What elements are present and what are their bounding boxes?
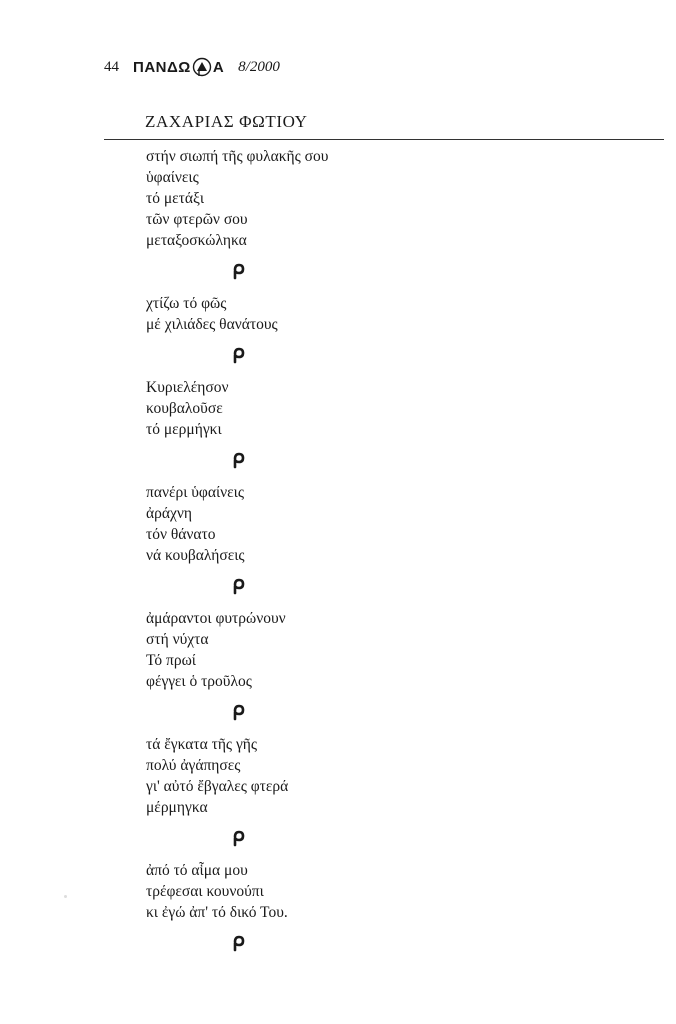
poem-line: πολύ ἀγάπησες [146,757,241,774]
header-divider [104,139,664,140]
poem-line: στή νύχτα [146,631,209,648]
stanza-ornament-icon [228,923,248,965]
poem-line: φέγγει ὁ τροῦλος [146,673,252,690]
stanza-4 [146,482,546,566]
poem-line: τῶν φτερῶν σου [146,211,248,228]
poem-line: μέρμηγκα [146,799,208,816]
scan-speck [64,895,67,898]
poem-line: ἀράχνη [146,505,192,522]
stanza-3 [146,377,546,440]
stanza-ornament-icon [228,251,248,293]
magazine-title [133,57,224,77]
poem-body [146,146,546,965]
magazine-logo-icon [192,57,212,77]
running-header [104,56,280,78]
poem-line: τό μερμήγκι [146,421,222,438]
stanza-7 [146,860,546,923]
page-number: 44 [104,58,119,75]
magazine-title-right: Α [212,58,225,76]
poem-line: κι ἐγώ ἀπ' τό δικό Του. [146,904,288,921]
stanza-1 [146,146,546,251]
stanza-6 [146,734,546,818]
poem-line: Κυριελέησον [146,379,229,396]
issue-date: 8/2000 [238,58,280,75]
author-name: ΖΑΧΑΡΙΑΣ ΦΩΤΙΟΥ [145,112,308,131]
stanza-ornament-icon [228,335,248,377]
magazine-title-left: ΠΑΝΔΩ [133,58,191,76]
poem-line: μέ χιλιάδες θανάτους [146,316,278,333]
stanza-ornament-icon [228,692,248,734]
stanza-5 [146,608,546,692]
poem-line: ὑφαίνεις [146,169,199,186]
stanza-2 [146,293,546,335]
stanza-ornament-icon [228,566,248,608]
poem-line: στήν σιωπή τῆς φυλακῆς σου [146,148,329,165]
poem-line: ἀμάραντοι φυτρώνουν [146,610,286,627]
stanza-ornament-icon [228,440,248,482]
poem-line: πανέρι ὑφαίνεις [146,484,244,501]
poem-line: Τό πρωί [146,652,196,669]
poem-line: κουβαλοῦσε [146,400,223,417]
poem-line: χτίζω τό φῶς [146,295,227,312]
poem-line: τόν θάνατο [146,526,216,543]
poem-line: νά κουβαλήσεις [146,547,245,564]
poem-line: τό μετάξι [146,190,205,207]
poem-line: ἀπό τό αἷμα μου [146,862,248,879]
poem-line: τά ἔγκατα τῆς γῆς [146,736,258,753]
poem-line: τρέφεσαι κουνούπι [146,883,264,900]
stanza-ornament-icon [228,818,248,860]
poem-line: μεταξοσκώληκα [146,232,247,249]
poem-line: γι' αὐτό ἔβγαλες φτερά [146,778,289,795]
